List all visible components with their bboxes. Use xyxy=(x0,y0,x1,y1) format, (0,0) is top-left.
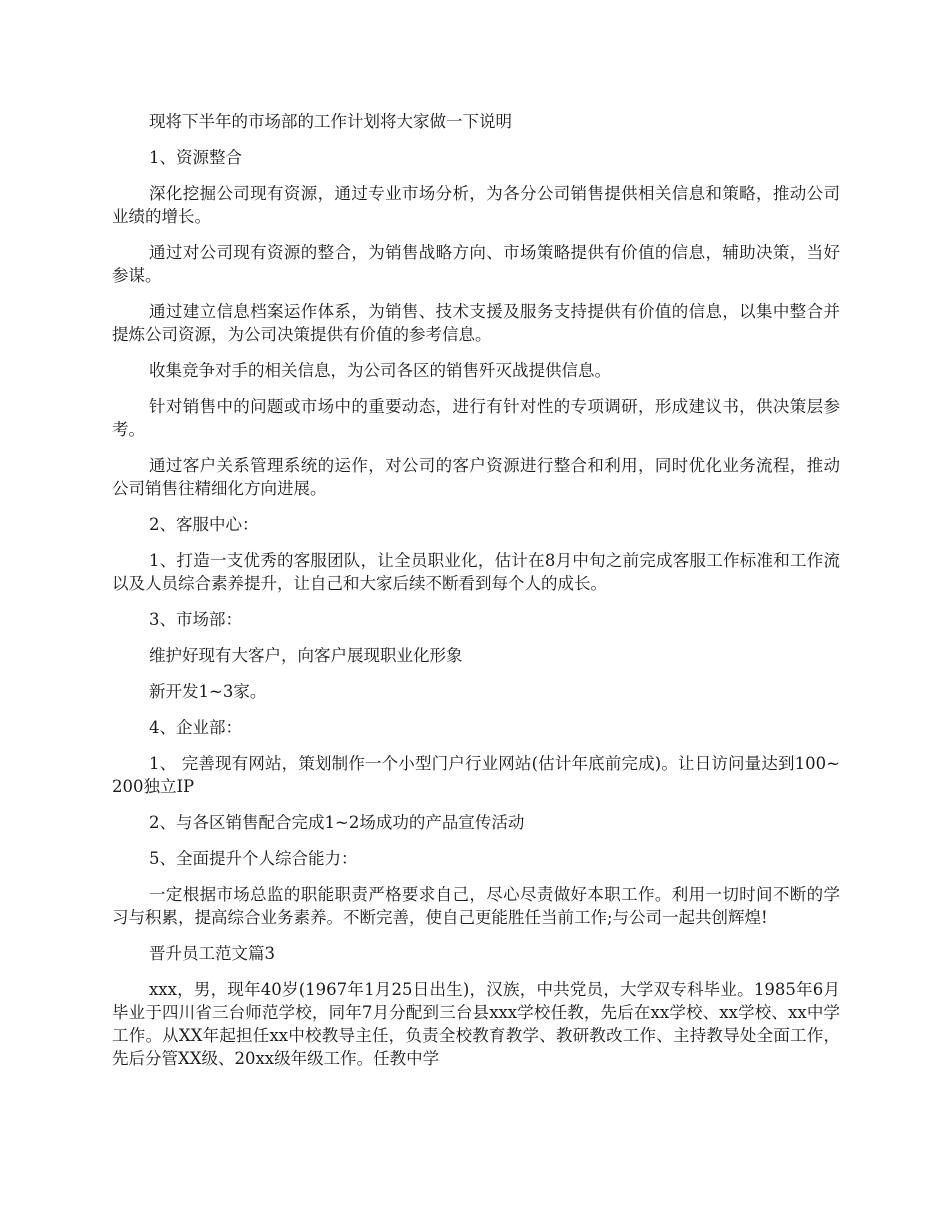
body-paragraph: 针对销售中的问题或市场中的重要动态，进行有针对性的专项调研，形成建议书，供决策层参考。 xyxy=(112,397,840,439)
body-paragraph: 通过建立信息档案运作体系，为销售、技术支援及服务支持提供有价值的信息，以集中整合并提炼公司资源，为公司决策提供有价值的参考信息。 xyxy=(112,302,840,344)
section-heading-enterprise-department: 4、企业部： xyxy=(149,718,242,737)
document-body xyxy=(112,110,840,1083)
body-paragraph: 1、 完善现有网站，策划制作一个小型门户行业网站(估计年底前完成)。让日访问量达到100~200独立IP xyxy=(112,754,840,796)
article-title: 晋升员工范文篇3 xyxy=(149,944,275,963)
intro-paragraph: 现将下半年的市场部的工作计划将大家做一下说明 xyxy=(149,112,512,131)
body-paragraph: 新开发1~3家。 xyxy=(149,682,267,701)
section-heading-resource-integration: 1、资源整合 xyxy=(149,148,242,167)
body-paragraph: 深化挖掘公司现有资源，通过专业市场分析，为各分公司销售提供相关信息和策略，推动公司业绩的增长。 xyxy=(112,184,840,226)
body-paragraph: 通过对公司现有资源的整合，为销售战略方向、市场策略提供有价值的信息，辅助决策，当好参谋。 xyxy=(112,243,840,285)
body-paragraph: 2、与各区销售配合完成1~2场成功的产品宣传活动 xyxy=(149,813,525,832)
body-paragraph: xxx，男，现年40岁(1967年1月25日出生)，汉族，中共党员，大学双专科毕业。1985年6月毕业于四川省三台师范学校，同年7月分配到三台县xxx学校任教，先后在xx学校、xx学校、xx中学工作。从XX年起担任xx中校教导主任，负责全校教育教学、教研教改工作、主持教导处全面工作，先后分管XX级、20xx级年级工作。任教中学 xyxy=(112,980,840,1068)
body-paragraph: 1、打造一支优秀的客服团队，让全员职业化，估计在8月中旬之前完成客服工作标准和工作流以及人员综合素养提升，让自己和大家后续不断看到每个人的成长。 xyxy=(112,551,840,593)
section-heading-customer-service: 2、客服中心： xyxy=(149,515,259,534)
body-paragraph: 一定根据市场总监的职能职责严格要求自己，尽心尽责做好本职工作。利用一切时间不断的学习与积累，提高综合业务素养。不断完善，使自己更能胜任当前工作;与公司一起共创辉煌! xyxy=(112,885,840,927)
body-paragraph: 维护好现有大客户，向客户展现职业化形象 xyxy=(149,646,463,665)
body-paragraph: 通过客户关系管理系统的运作，对公司的客户资源进行整合和利用，同时优化业务流程，推动公司销售往精细化方向进展。 xyxy=(112,456,840,498)
section-heading-market-department: 3、市场部： xyxy=(149,610,242,629)
section-heading-personal-ability: 5、全面提升个人综合能力： xyxy=(149,849,358,868)
body-paragraph: 收集竞争对手的相关信息，为公司各区的销售歼灭战提供信息。 xyxy=(149,361,611,380)
